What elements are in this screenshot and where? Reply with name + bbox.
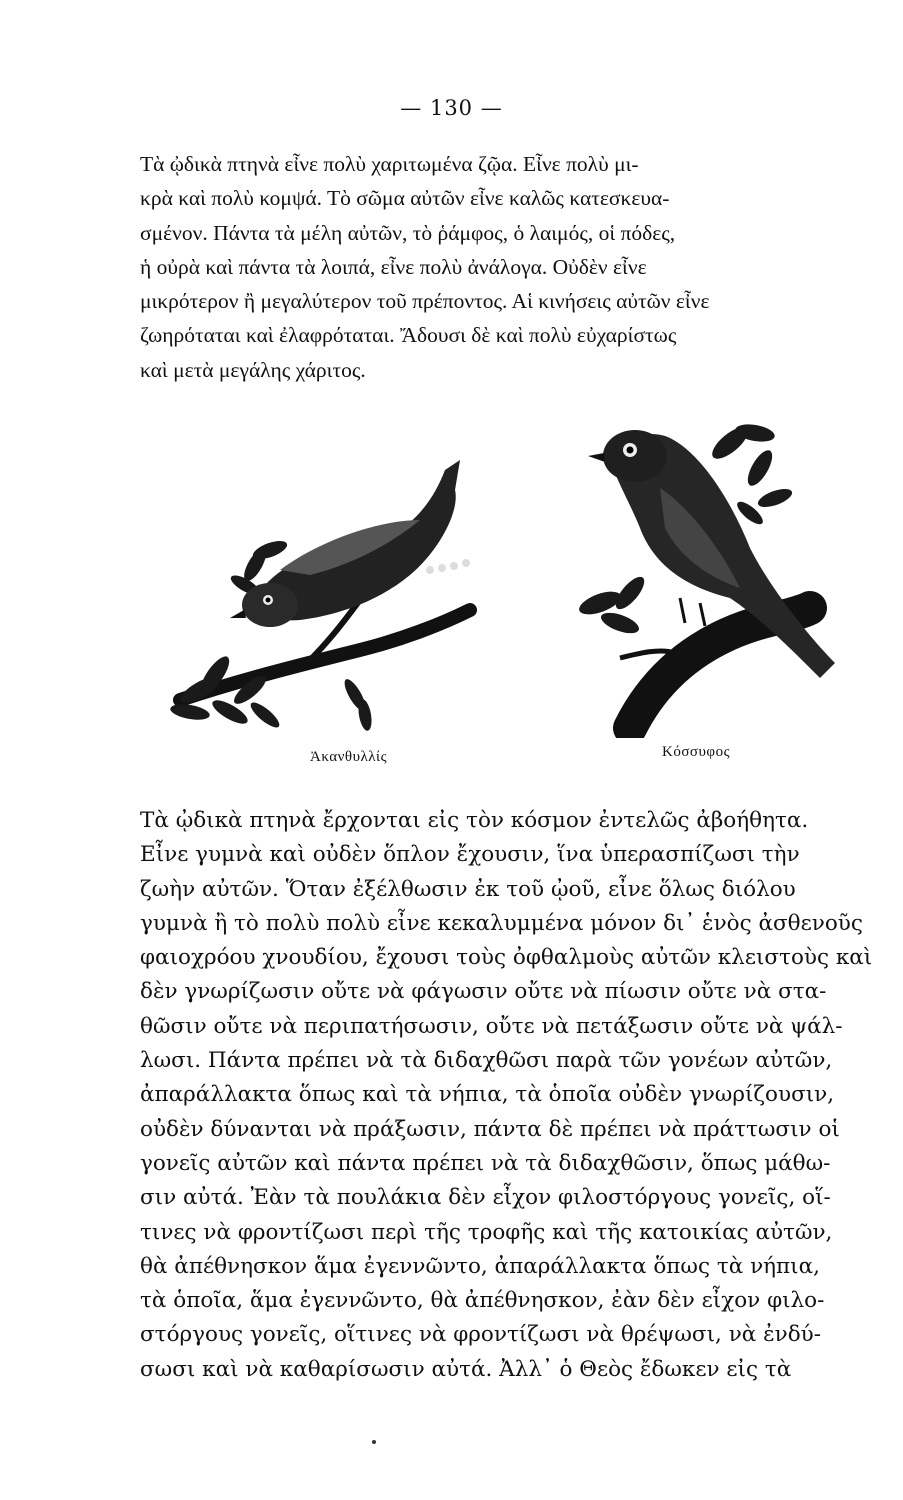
text-line: καὶ μετὰ μεγάλης χάριτος. [140,357,366,382]
text-line: δὲν γνωρίζωσιν οὔτε νὰ φάγωσιν οὔτε νὰ πίωσιν οὔτε νὰ στα- [140,979,827,1005]
text-line: θὰ ἀπέθνησκον ἅμα ἐγεννῶντο, ἀπαράλλακτα ὅπως τὰ νήπια, [140,1253,820,1279]
text-line: Εἶνε γυμνὰ καὶ οὐδὲν ὅπλον ἔχουσιν, ἵνα ὑπερασπίζωσι τὴν [140,842,800,868]
text-line: ἡ οὐρὰ καὶ πάντα τὰ λοιπά, εἶνε πολὺ ἀνάλογα. Οὐδὲν εἶνε [140,254,647,279]
text-line: Τὰ ᾠδικὰ πτηνὰ ἔρχονται εἰς τὸν κόσμον ἐντελῶς ἀβοήθητα. [140,808,809,833]
figure-caption-right: Κόσσυφος [662,744,731,760]
text-line: φαιοχρόου χνουδίου, ἔχουσι τοὺς ὀφθαλμοὺς αὐτῶν κλειστοὺς καὶ [140,945,873,971]
text-line: γυμνὰ ἢ τὸ πολὺ πολὺ εἶνε κεκαλυμμένα μόνον δι᾽ ἑνὸς ἀσθενοῦς [140,910,863,936]
text-line: γονεῖς αὐτῶν καὶ πάντα πρέπει νὰ τὰ διδαχθῶσιν, ὅπως μάθω- [140,1150,831,1176]
paragraph-intro [140,147,880,387]
text-line: θῶσιν οὔτε νὰ περιπατήσωσιν, οὔτε νὰ πετάξωσιν οὔτε νὰ ψάλ- [140,1013,843,1039]
text-line: λωσι. Πάντα πρέπει νὰ τὰ διδαχθῶσι παρὰ τῶν γονέων αὐτῶν, [140,1048,833,1074]
text-line: οὐδὲν δύνανται νὰ πράξωσιν, πάντα δὲ πρέπει νὰ πράττωσιν οἱ [140,1116,840,1142]
text-line: σιν αὐτά. Ἐὰν τὰ πουλάκια δὲν εἶχον φιλοστόργους γονεῖς, οἵ- [140,1185,831,1211]
text-line: σμένον. Πάντα τὰ μέλη αὐτῶν, τὸ ῥάμφος, ὁ λαιμός, οἱ πόδες, [140,220,676,245]
page-number: — 130 — [400,96,503,120]
text-line: τινες νὰ φροντίζωσι περὶ τῆς τροφῆς καὶ τῆς κατοικίας αὐτῶν, [140,1219,833,1245]
text-line: ζωηρόταται καὶ ἐλαφρόταται. Ἄδουσι δὲ καὶ πολὺ εὐχαρίστως [140,323,677,348]
figure-caption-left: Ἀκανθυλλίς [310,749,388,765]
text-line: τὰ ὁποῖα, ἅμα ἐγεννῶντο, θὰ ἀπέθνησκον, ἐὰν δὲν εἶχον φιλο- [140,1288,825,1314]
text-line: Τὰ ᾠδικὰ πτηνὰ εἶνε πολὺ χαριτωμένα ζῷα. Εἶνε πολὺ μι- [140,152,639,176]
ink-speck [372,1440,376,1444]
text-line: ἀπαράλλακτα ὅπως καὶ τὰ νήπια, τὰ ὁποῖα οὐδὲν γνωρίζουσιν, [140,1082,835,1108]
blackbird-illustration [560,408,850,738]
goldfinch-illustration [160,450,480,750]
text-line: σωσι καὶ νὰ καθαρίσωσιν αὐτά. Ἀλλ᾽ ὁ Θεὸς ἔδωκεν εἰς τὰ [140,1356,792,1382]
text-line: στόργους γονεῖς, οἵτινες νὰ φροντίζωσι νὰ θρέψωσι, νὰ ἐνδύ- [140,1322,822,1348]
text-line: ζωὴν αὐτῶν. Ὅταν ἐξέλθωσιν ἐκ τοῦ ᾠοῦ, εἶνε ὅλως διόλου [140,876,796,902]
text-line: μικρότερον ἢ μεγαλύτερον τοῦ πρέποντος. Αἱ κινήσεις αὐτῶν εἶνε [140,289,710,314]
text-line: κρὰ καὶ πολὺ κομψά. Τὸ σῶμα αὐτῶν εἶνε καλῶς κατεσκευα- [140,186,670,211]
paragraph-main [140,804,880,1387]
